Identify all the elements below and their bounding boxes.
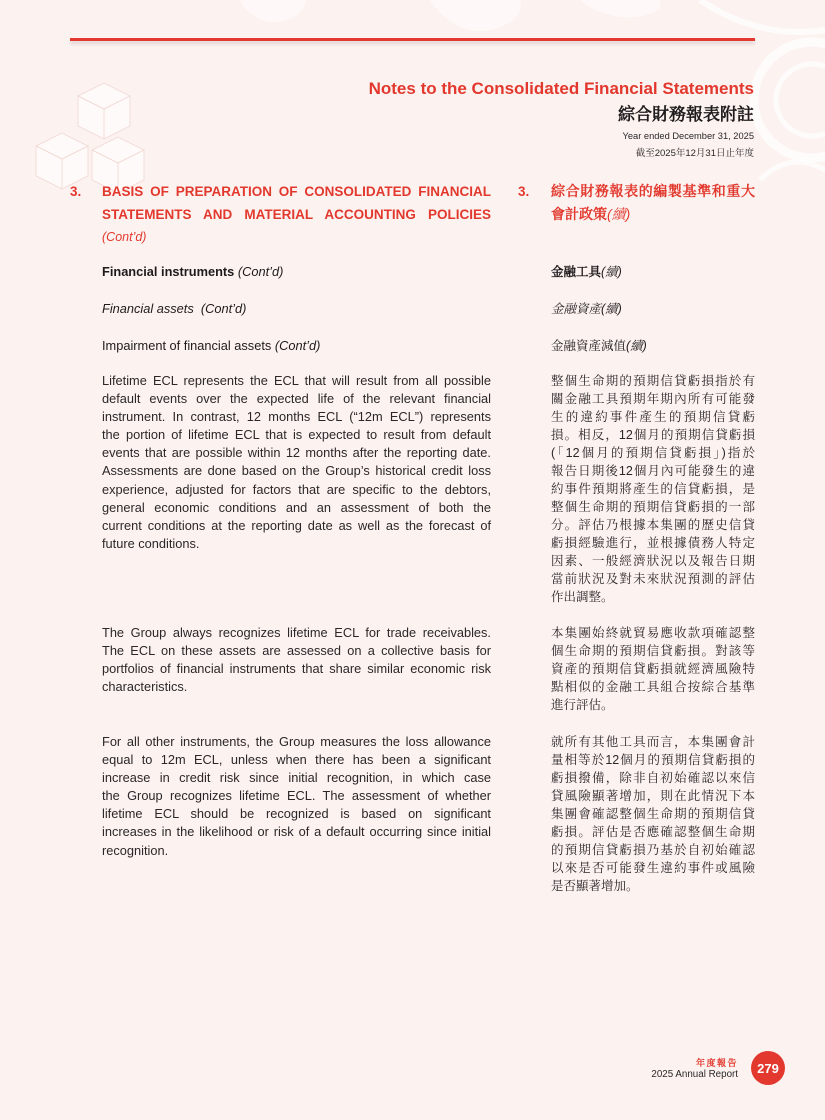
- text-line: default events over the expected life of the relevant financial: [102, 391, 491, 407]
- text-line: 點相似的金融工具組合按綜合基準: [551, 680, 755, 694]
- decor-blob: [430, 0, 521, 31]
- section-title-zh: [551, 180, 755, 226]
- subheading-main: 金融工具: [551, 265, 602, 279]
- paragraph-trade-receivables-en: [102, 624, 491, 696]
- decor-arc: [760, 162, 825, 180]
- subheading-main: Impairment of financial assets: [102, 338, 272, 353]
- text-line: 當前狀況及對未來狀況預測的評估: [551, 572, 755, 586]
- footer-label-en: 2025 Annual Report: [651, 1069, 738, 1080]
- subheading-cont: (續): [601, 302, 622, 316]
- section-title-main: 會計政策: [551, 206, 607, 222]
- text-line: the Group recognizes lifetime ECL. The assessment of whether: [102, 788, 491, 804]
- text-line: 資產的預期信貸虧損就經濟風險特: [551, 662, 755, 676]
- header-rule: [70, 38, 755, 41]
- subheading-cont: (續): [601, 265, 622, 279]
- text-line: current conditions at the reporting date as well as the forecast of: [102, 517, 491, 533]
- header-period-zh: 截至2025年12月31日止年度: [635, 148, 754, 159]
- header-title-en: Notes to the Consolidated Financial Statements: [368, 79, 754, 98]
- text-line: portfolios of financial instruments that share similar economic risk: [102, 661, 491, 677]
- text-line: 整個生命期的預期信貸虧損的一部: [551, 500, 755, 514]
- subheading-main: Financial instruments: [102, 264, 235, 279]
- text-line: The Group always recognizes lifetime ECL for trade receivables.: [102, 625, 491, 640]
- paragraph-lifetime-ecl-en: [102, 372, 491, 553]
- text-line: 整個生命期的預期信貸虧損指於有: [551, 374, 755, 388]
- text-line: Lifetime ECL represents the ECL that will result from all possible: [102, 373, 491, 388]
- paragraph-other-instruments-en: [102, 733, 491, 860]
- text-line: future conditions.: [102, 535, 200, 551]
- text-line: 虧損。評估是否應確認整個生命期: [551, 825, 755, 839]
- subheading-financial-instruments: [102, 263, 283, 281]
- text-line: For all other instruments, the Group measures the loss allowance: [102, 734, 491, 749]
- text-line: 因素、一般經濟狀況以及報告日期: [551, 554, 755, 568]
- text-line: The ECL on these assets are assessed on a collective basis for: [102, 643, 491, 659]
- subheading-cont: (Cont’d): [237, 264, 284, 279]
- decor-cubes: [36, 83, 144, 193]
- text-line: 作出調整。: [551, 590, 614, 604]
- footer-label-zh: 年度報告: [695, 1058, 738, 1068]
- text-line: recognition.: [102, 842, 169, 858]
- text-line: 的預期信貸虧損乃基於自初始確認: [551, 843, 755, 857]
- text-line: 虧損撥備，除非自初始確認以來信: [551, 771, 755, 785]
- subheading-financial-instruments-zh: [551, 263, 622, 281]
- subheading-impairment: [102, 337, 320, 355]
- subheading-main: Financial assets: [102, 301, 194, 316]
- page-number: 279: [757, 1060, 779, 1076]
- text-line: equal to 12m ECL, unless when there has been a significant: [102, 752, 491, 768]
- text-line: experience, adjusted for factors that are specific to the debtors,: [102, 481, 491, 497]
- text-line: general economic conditions and an assessment of both the: [102, 499, 491, 515]
- text-line: increases in the likelihood or risk of a default occurring since initial: [102, 824, 491, 840]
- header-period-en: Year ended December 31, 2025: [622, 131, 754, 141]
- subheading-cont: (Cont’d): [200, 301, 247, 316]
- section-number-zh: 3.: [518, 184, 530, 199]
- text-line: increase in credit risk since initial recognition, in which case: [102, 770, 491, 786]
- section-title-line: STATEMENTS AND MATERIAL ACCOUNTING POLICIES: [102, 207, 491, 222]
- text-line: 損。相反，12個月的預期信貸虧損: [551, 428, 755, 442]
- text-line: 集團會確認整個生命期的預期信貸: [551, 807, 755, 821]
- text-line: characteristics.: [102, 679, 188, 695]
- text-line: events that are possible within 12 months after the reporting date.: [102, 445, 491, 461]
- subheading-cont: (Cont’d): [274, 338, 321, 353]
- decor-ring: [754, 42, 825, 158]
- text-line: 貸風險顯著增加，則在此情況下本: [551, 789, 755, 803]
- decor-blobs: [240, 0, 660, 31]
- decor-blob: [580, 0, 660, 17]
- subheading-main: 金融資產減值: [551, 339, 627, 353]
- subheading-main: 金融資產: [551, 302, 602, 316]
- paragraph-lifetime-ecl-zh: [551, 372, 755, 606]
- section-title-line: BASIS OF PREPARATION OF CONSOLIDATED FINANCIAL: [102, 184, 491, 199]
- text-line: 是否顯著增加。: [551, 879, 639, 893]
- text-line: 本集團始終就貿易應收款項確認整: [551, 626, 755, 640]
- section-title-en: [102, 180, 491, 249]
- section-title-line: [551, 203, 755, 226]
- text-line: 個生命期的預期信貸虧損。對該等: [551, 644, 755, 658]
- decor-ring: [776, 64, 825, 136]
- text-line: 以來是否可能發生違約事件或風險: [551, 861, 755, 875]
- text-line: 生的違約事件產生的預期信貸虧: [551, 410, 755, 424]
- section-title-line: 綜合財務報表的編製基準和重大: [551, 183, 755, 199]
- text-line: 關金融工具預期年期內所有可能發: [551, 392, 755, 406]
- section-title-cont: (續): [607, 206, 631, 222]
- text-line: lifetime ECL should be recognized is based on significant: [102, 806, 491, 822]
- subheading-cont: (續): [626, 339, 647, 353]
- text-line: 約事件預期將產生的信貸虧損，是: [551, 482, 755, 496]
- subheading-financial-assets: [102, 300, 246, 318]
- paragraph-other-instruments-zh: [551, 733, 755, 895]
- text-line: 分。評估乃根據本集團的歷史信貸: [551, 518, 755, 532]
- decor-arc: [700, 0, 825, 32]
- decor-blob: [240, 0, 306, 22]
- section-title-cont: (Cont’d): [102, 230, 147, 244]
- text-line: 就所有其他工具而言，本集團會計: [551, 735, 755, 749]
- header-title-zh: 綜合財務報表附註: [618, 105, 754, 124]
- text-line: (「12個月的預期信貸虧損」)指於: [551, 446, 755, 460]
- text-line: the portion of lifetime ECL that is expected to result from default: [102, 427, 491, 443]
- page-number-badge: [751, 1051, 785, 1085]
- text-line: 量相等於12個月的預期信貸虧損的: [551, 753, 755, 767]
- text-line: 進行評估。: [551, 698, 614, 712]
- subheading-impairment-zh: [551, 337, 647, 355]
- text-line: Assessments are done based on the Group’s historical credit loss: [102, 463, 491, 479]
- subheading-financial-assets-zh: [551, 300, 622, 318]
- section-number-en: 3.: [70, 184, 82, 199]
- text-line: 虧損經驗進行，並根據債務人特定: [551, 536, 755, 550]
- paragraph-trade-receivables-zh: [551, 624, 755, 714]
- text-line: instrument. In contrast, 12 months ECL (“12m ECL”) represents: [102, 409, 491, 425]
- text-line: 報告日期後12個月內可能發生的違: [551, 464, 755, 478]
